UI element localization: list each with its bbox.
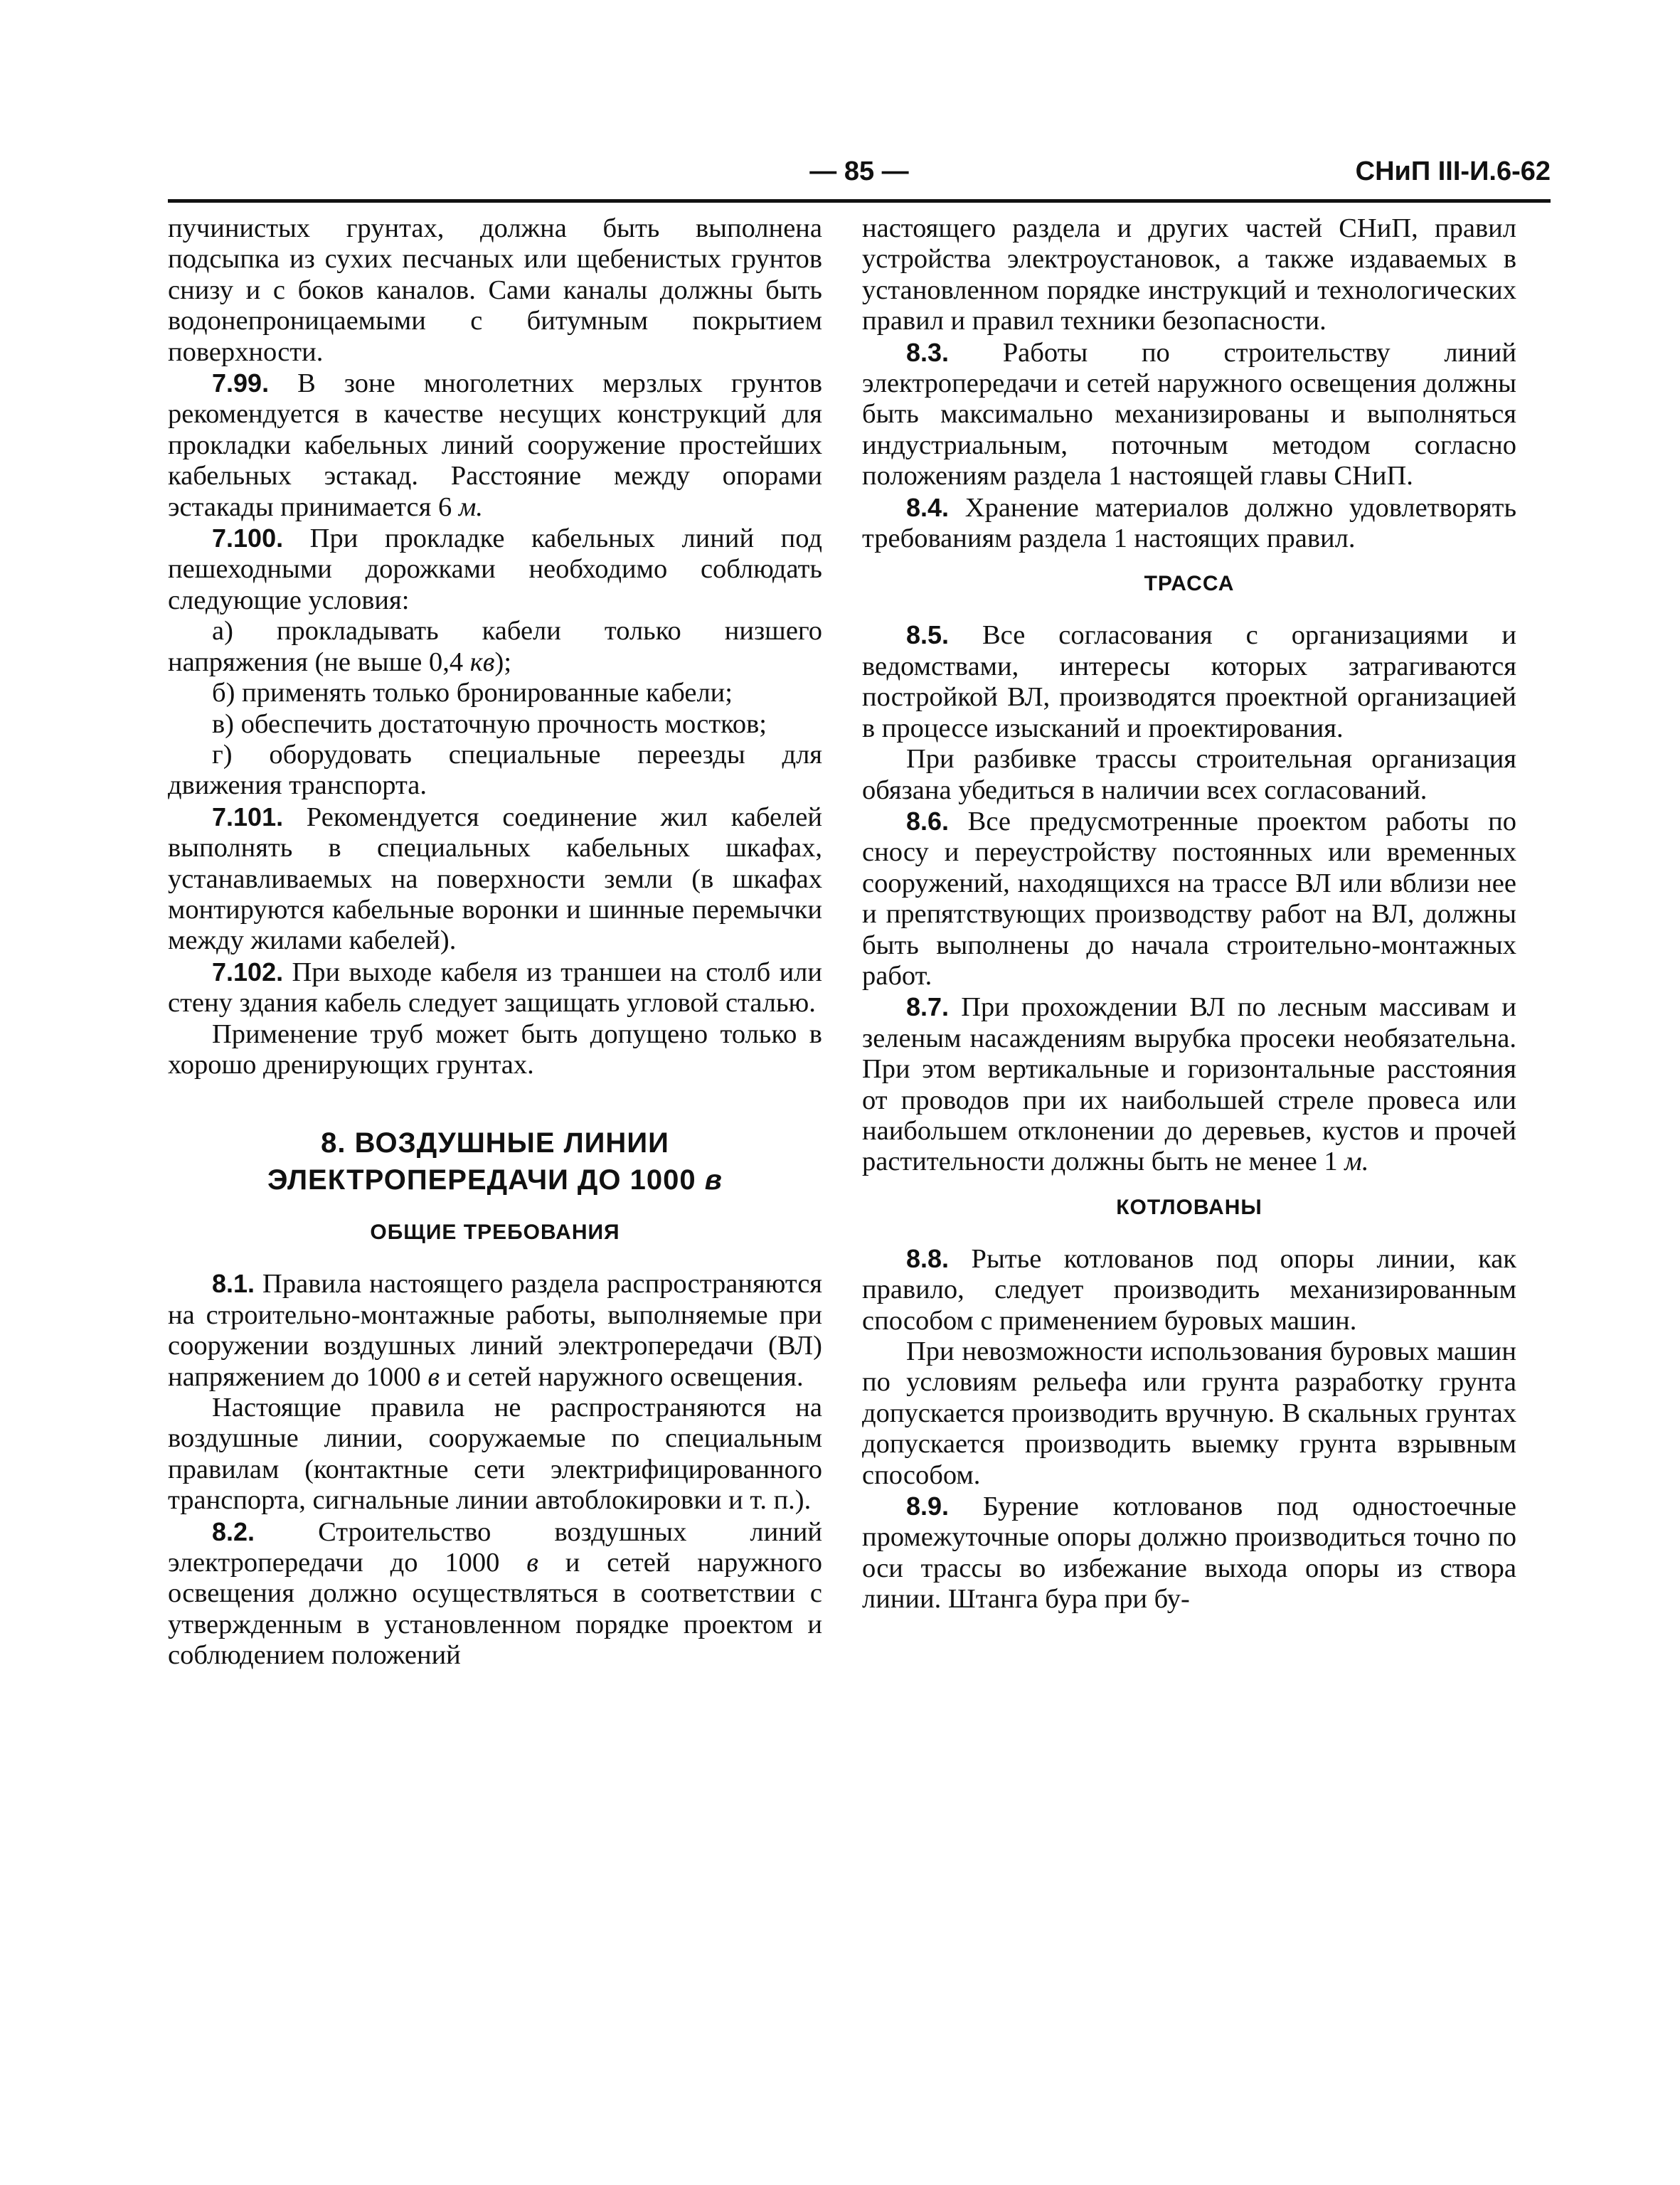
clause-number: 8.8. (906, 1243, 950, 1273)
page-number: — 85 — (809, 156, 909, 186)
clause-number: 7.102. (212, 957, 284, 987)
section-heading-general: ОБЩИЕ ТРЕБОВАНИЯ (370, 1221, 620, 1245)
clause-8-7: 8.7. При прохождении ВЛ по лесным массивам и зеленым насаждениям вырубка просеки необязательна. При этом вертикальные и горизонтальные расстояния от проводов при их наибольшей стреле провеса или наибольшем отклонении до деревьев, кустов и прочей растительности должны быть не менее 1 м. (862, 992, 1516, 1177)
clause-number: 8.9. (906, 1492, 950, 1521)
paragraph-8-1-b: Настоящие правила не распространяются на воздушные линии, сооружаемые по специальным правилам (контактные сети электрифицированного транспорта, сигнальные линии автоблокировки и т. п.). (168, 1393, 822, 1516)
section-heading-pits: КОТЛОВАНЫ (1116, 1195, 1262, 1219)
list-item-b: б) применять только бронированные кабели; (212, 678, 733, 708)
document-code: СНиП III-И.6-62 (1355, 156, 1551, 186)
clause-8-4: 8.4. Хранение материалов должно удовлетворять требованиям раздела 1 настоящих правил. (862, 492, 1517, 554)
clause-number: 8.3. (906, 337, 950, 367)
list-item-g: г) оборудовать специальные переезды для движения транспорта. (168, 739, 822, 801)
page-header (168, 155, 1551, 198)
clause-8-9: 8.9. Бурение котлованов под одностоечные промежуточные опоры должно производиться точно по оси трассы во избежание выхода опоры из створа линии. Штанга бура при бу- (862, 1492, 1516, 1615)
clause-7-100: 7.100. При прокладке кабельных линий под пешеходными дорожками необходимо соблюдать следующие условия: (168, 523, 822, 615)
section-heading-route: ТРАССА (1144, 572, 1235, 596)
clause-number: 8.1. (212, 1269, 255, 1299)
paragraph-continuation: настоящего раздела и других частей СНиП, правил устройства электроустановок, а также издаваемых в установленном порядке инструкций и технологических правил и правил техники безопасности. (862, 213, 1516, 336)
clause-8-8: 8.8. Рытье котлованов под опоры линии, как правило, следует производить механизированным способом с применением буровых машин. (862, 1243, 1516, 1336)
clause-8-1: 8.1. Правила настоящего раздела распространяются на строительно-монтажные работы, выполняемые при сооружении воздушных линий электропередачи (ВЛ) напряжением до 1000 в и сетей наружного освещения. (168, 1269, 823, 1392)
clause-8-6: 8.6. Все предусмотренные проектом работы по сносу и переустройству постоянных или временных сооружений, находящихся на трассе ВЛ или вблизи нее и препятствующих производству работ на ВЛ, должны быть выполнены до начала строительно-монтажных работ. (862, 806, 1517, 991)
list-item-a: а) прокладывать кабели только низшего напряжения (не выше 0,4 кв); (168, 616, 822, 677)
clause-7-101: 7.101. Рекомендуется соединение жил кабелей выполнять в специальных кабельных шкафах, устанавливаемых на поверхности земли (в шкафах монтируются кабельные воронки и шинные перемычки между жилами кабелей). (168, 802, 822, 956)
clause-number: 7.99. (212, 368, 270, 398)
clause-number: 8.7. (906, 992, 950, 1022)
clause-number: 8.2. (212, 1516, 255, 1546)
paragraph-continuation: пучинистых грунтах, должна быть выполнена подсыпка из сухих песчаных или щебенистых грунтов снизу и с боков каналов. Сами каналы должны быть водонепроницаемыми с битумным покрытием поверхности. (168, 213, 822, 367)
paragraph-pipes: Применение труб может быть допущено только в хорошо дренирующих грунтах. (168, 1019, 822, 1080)
right-column (862, 213, 1516, 1615)
clause-number: 8.5. (906, 620, 950, 650)
paragraph-8-5-b: При разбивке трассы строительная организация обязана убедиться в наличии всех согласований. (862, 744, 1516, 805)
clause-8-3: 8.3. Работы по строительству линий электропередачи и сетей наружного освещения должны быть максимально механизированы и выполняться индустриальным, поточным методом согласно положениям раздела 1 настоящей главы СНиП. (862, 337, 1516, 491)
left-column (168, 213, 822, 1671)
clause-number: 7.100. (212, 523, 284, 553)
header-rule (168, 199, 1551, 203)
list-item-v: в) обеспечить достаточную прочность мостков; (212, 708, 767, 739)
clause-8-5: 8.5. Все согласования с организациями и ведомствами, интересы которых затрагиваются постройкой ВЛ, производятся проектной организацией в процессе изысканий и проектирования. (862, 620, 1516, 743)
clause-number: 7.101. (212, 802, 284, 831)
clause-8-2: 8.2. Строительство воздушных линий электропередачи до 1000 в и сетей наружного освещения должно осуществляться в соответствии с утвержденным в установленном порядке проектом и соблюдением положений (168, 1516, 823, 1671)
clause-number: 8.6. (906, 806, 950, 836)
clause-number: 8.4. (906, 492, 950, 522)
paragraph-8-8-b: При невозможности использования буровых машин по условиям рельефа или грунта разработку грунта допускается производить вручную. В скальных грунтах допускается производить выемку грунта взрывным способом. (862, 1336, 1516, 1490)
clause-7-102: 7.102. При выходе кабеля из траншеи на столб или стену здания кабель следует защищать угловой сталью. (168, 957, 822, 1019)
clause-7-99: 7.99. В зоне многолетних мерзлых грунтов рекомендуется в качестве несущих конструкций для прокладки кабельных линий сооружение простейших кабельных эстакад. Расстояние между опорами эстакады принимается 6 м. (168, 368, 823, 522)
chapter-heading: 8. ВОЗДУШНЫЕ ЛИНИИ ЭЛЕКТРОПЕРЕДАЧИ ДО 1000 в (267, 1127, 723, 1196)
